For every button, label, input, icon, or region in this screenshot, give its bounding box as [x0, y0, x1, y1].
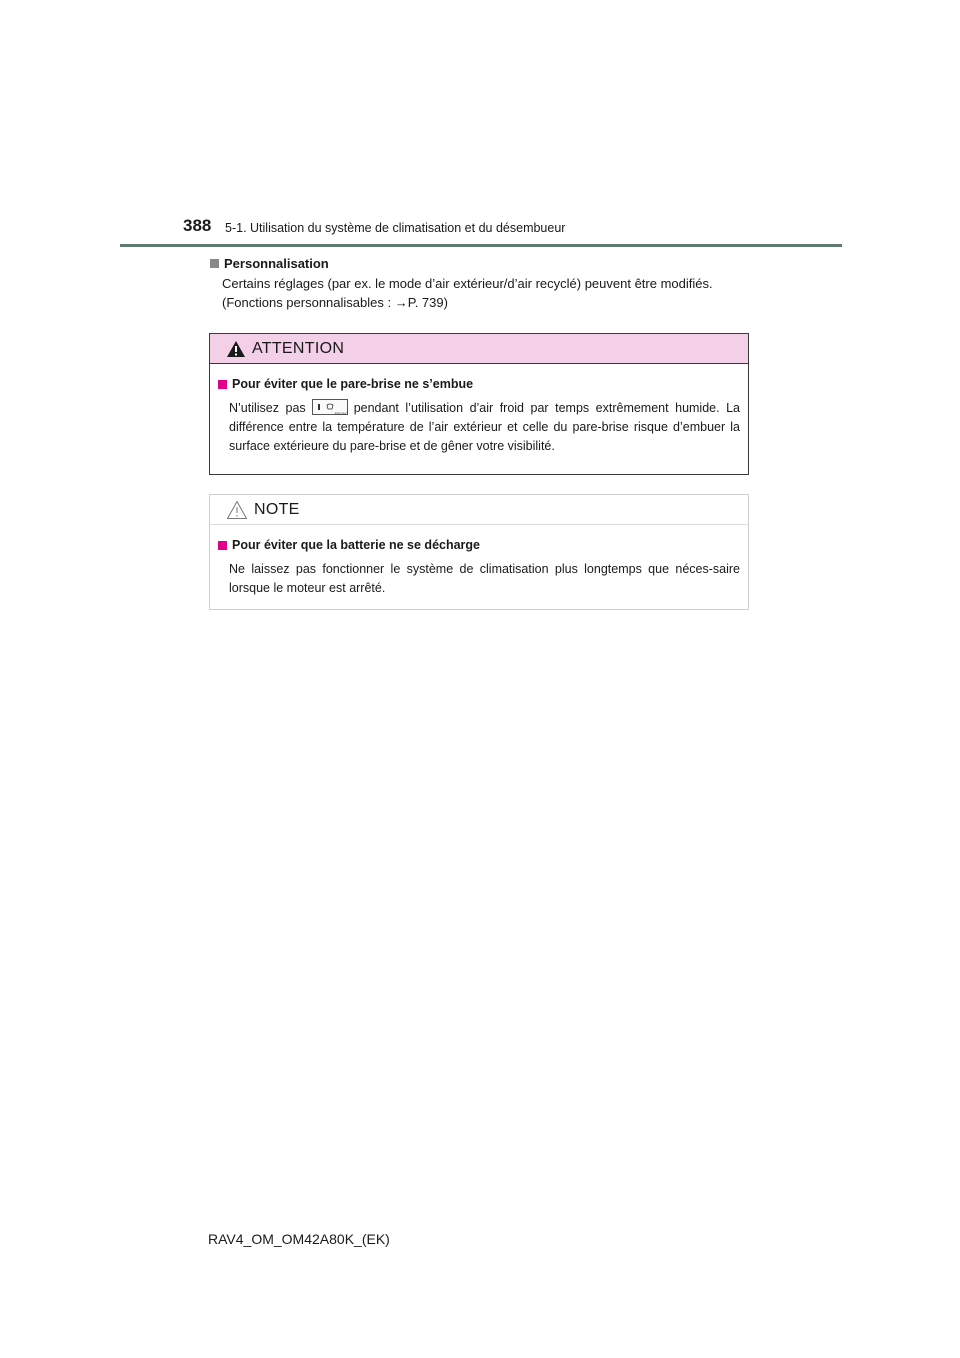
- pink-square-bullet-icon: [218, 380, 227, 389]
- section-heading: [210, 255, 745, 272]
- attention-body-suffix: pendant l’utilisation d’air froid par temps extrêmement humide. La différence entre la température de l’air extérieur et celle du pare-brise risque d’embuer la surface extérieure du pare-brise et de gêner votre visibilité.: [229, 401, 741, 453]
- footer-doc-code: RAV4_OM_OM42A80K_(EK): [208, 1231, 390, 1247]
- warning-triangle-icon: [226, 340, 246, 358]
- attention-heading-text: Pour éviter que le pare-brise ne s’embue: [232, 377, 474, 391]
- section-body-line2: [222, 293, 745, 312]
- pink-square-bullet-icon: [218, 541, 227, 550]
- note-box: [209, 494, 749, 610]
- chapter-title: 5-1. Utilisation du système de climatisation et du désembueur: [225, 221, 566, 235]
- note-heading: [218, 537, 740, 554]
- front-defroster-switch-icon: [312, 399, 348, 415]
- arrow-icon: →: [394, 295, 408, 310]
- body-line2-prefix: (Fonctions personnalisables :: [222, 295, 395, 310]
- section-heading-text: Personnalisation: [224, 256, 329, 271]
- note-header: [210, 495, 748, 525]
- attention-body: [218, 399, 740, 456]
- attention-box: [209, 333, 749, 475]
- attention-title: ATTENTION: [252, 339, 345, 357]
- square-bullet-icon: [210, 259, 219, 268]
- header-rule: [120, 244, 842, 247]
- caution-triangle-outline-icon: [226, 500, 248, 520]
- section-body-line1: Certains réglages (par ex. le mode d’air extérieur/d’air recyclé) peuvent être modifiés.: [222, 276, 713, 291]
- section-body: [210, 274, 745, 312]
- page-reference-link[interactable]: P. 739): [407, 295, 448, 310]
- attention-header: [210, 334, 748, 364]
- attention-heading: [218, 376, 740, 393]
- personalization-section: [210, 255, 745, 312]
- note-title: NOTE: [254, 500, 300, 518]
- front-label: FRONT: [334, 411, 349, 416]
- attention-content: [210, 364, 748, 456]
- note-heading-text: Pour éviter que la batterie ne se décharge: [232, 538, 481, 552]
- note-body: Ne laissez pas fonctionner le système de climatisation plus longtemps que néces-saire lorsque le moteur est arrêté.: [229, 562, 740, 595]
- note-content: [210, 525, 748, 598]
- attention-body-prefix: N’utilisez pas: [229, 401, 306, 415]
- page-number: 388: [183, 216, 212, 235]
